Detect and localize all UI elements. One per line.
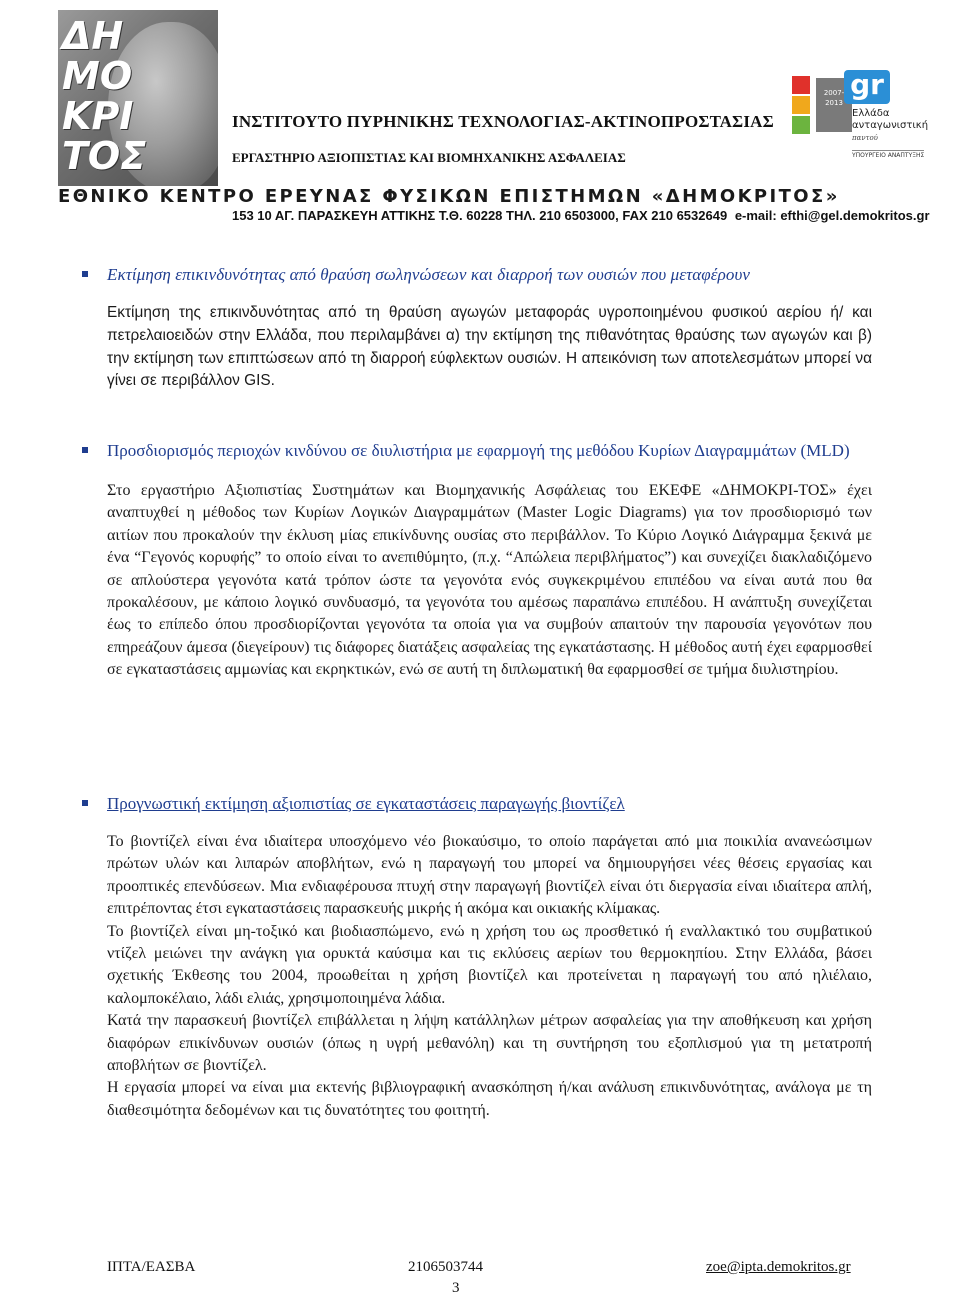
letterhead xyxy=(0,0,960,225)
section-heading xyxy=(82,264,872,286)
paragraph: Η εργασία μπορεί να είναι μια εκτενής βιβλιογραφική ανασκόπηση ή/και ανάλυση επικινδυνότητας, ανάλογα με τη διαθεσιμότητα δεδομένων και τις δυνατότητες του φοιτητή. xyxy=(107,1079,872,1119)
section-body: Στο εργαστήριο Αξιοπιστίας Συστημάτων και Βιομηχανικής Ασφάλειας του ΕΚΕΦΕ «ΔΗΜΟΚΡΙ-ΤΟΣ» έχει αναπτυχθεί η μέθοδος των Κυρίων Λογικών Διαγραμμάτων (Master Logic Diagrams) για τον προσδιορισμό των αιτίων που προκαλούν την έκλυση μίας επικίνδυνης ουσίας στο περιβάλλον. Το Κύριο Λογικό Διάγραμμα ξεκινά με ένα “Γεγονός κορυφής” το οποίο είναι το ανεπιθύμητο, (π.χ. “Απώλεια περιβλήματος”) και συνεχίζει διακλαδιζόμενο σε απλούστερα γεγονότα κατά τρόπον ώστε τα γεγονότα ενός συγκεκριμένου επιπέδου να είναι αυτά που θα προκαλέσουν, με κάποιο λογικό συνδυασμό, τα γεγονότα του αμέσως παραπάνω επιπέδου. Η ανάπτυξη συνεχίζεται έως το επίπεδο όπου προσδιορίζονται γεγονότα τα οποία για να συμβούν απαιτούν την παρουσία γεγονότων που επηρεάζουν άμεσα (διεγείρουν) τις διάφορες διατάξεις ασφαλείας της εγκατάστασης. Η μέθοδος αυτή έχει εφαρμοσθεί σε εγκαταστάσεις αμμωνίας και εκρηκτικών, ενώ σε αυτή τη διπλωματική θα εφαρμοσθεί σε τμήμα διυλιστηρίου. xyxy=(107,482,872,679)
section-heading xyxy=(82,793,872,815)
address-line xyxy=(232,208,930,223)
page-number: 3 xyxy=(452,1280,460,1296)
postal-address: 153 10 ΑΓ. ΠΑΡΑΣΚΕΥΗ ΑΤΤΙΚΗΣ Τ.Θ. 60228 ΤΗΛ. 210 6503000, FAX 210 6532649 xyxy=(232,208,728,223)
section-refinery-mld xyxy=(82,440,872,682)
program-badge: 2007-2013 xyxy=(816,78,852,132)
square-bullet-icon xyxy=(82,447,88,453)
section-body: Εκτίμηση της επικινδυνότητας από τη θραύση αγωγών μεταφοράς υγροποιημένου φυσικού αερίου ή/ και πετρελαιοειδών στην Ελλάδα, που περιλαμβάνει α) την εκτίμηση της πιθανότητας θραύσης των αγωγών και β) την εκτίμηση των επιπτώσεων από τη διαρροή εύφλεκτων ουσιών. Η απεικόνιση των αποτελεσμάτων μπορεί να γίνει σε περιβάλλον GIS. xyxy=(107,304,872,390)
footer-email-link[interactable]: zoe@ipta.demokritos.gr xyxy=(706,1259,851,1275)
section-biodiesel xyxy=(82,793,872,1122)
democritus-logo xyxy=(58,10,218,186)
paragraph: Το βιοντίζελ είναι μη-τοξικό και βιοδιασπώμενο, ενώ η χρήση του ως προσθετικό ή εναλλακτικό του συμβατικού ντίζελ μειώνει την ανάγκη για ορυκτά καύσιμα και τις εκλύσεις αερίων του θερμοκηπίου. Στην Ελλάδα, βάσει σχετικής Έκθεσης του 2004, προωθείται η χρήση βιοντίζελ και προτείνεται η παραγωγή του από ηλιέλαιο, καλομποκέλαιο, λάδι ελιάς, χρησιμοποιημένα λάδια. xyxy=(107,922,872,1007)
footer-department: ΙΠΤΑ/ΕΑΣΒΑ xyxy=(107,1259,196,1275)
paragraph: Το βιοντίζελ είναι ένα ιδιαίτερα υποσχόμενο νέο βιοκαύσιμο, το οποίο παράγεται από μια ποικιλία ανανεώσιμων πρώτων υλών και λιπαρών αποβλήτων, ενώ η παραγωγή του μπορεί να δημιουργήσει νέες θέσεις εργασίας και προοπτικές επενδύσεων. Μια ενδιαφέρουσα πτυχή στην παραγωγή βιοντίζελ είναι ότι διεργασία είναι ιδιαίτερα απλή, επιτρέποντας έτσι εγκαταστάσεις παρασκευής μικρής ή ακόμα και οικιακής κλίμακας. xyxy=(107,833,872,918)
footer-phone: 2106503744 xyxy=(408,1259,483,1275)
paragraph: Κατά την παρασκευή βιοντίζελ επιβάλλεται η λήψη κατάλληλων μέτρων ασφαλείας για την αποθήκευση και χρήση διαφόρων επικίνδυνων ουσιών (όπως η υγρή μεθανόλη) και τη συντήρηση του εξοπλισμού για τη μετατροπή αποβλήτων σε βιοντίζελ. xyxy=(107,1012,872,1075)
square-bullet-icon xyxy=(82,800,88,806)
section-heading-text: Εκτίμηση επικινδυνότητας από θραύση σωληνώσεων και διαρροή των ουσιών που μεταφέρουν xyxy=(107,265,751,284)
logo-text-competitive: ανταγωνιστική xyxy=(852,120,929,131)
greece-competitive-logo xyxy=(792,68,932,168)
center-name: ΕΘΝΙΚΟ ΚΕΝΤΡΟ ΕΡΕΥΝΑΣ ΦΥΣΙΚΩΝ ΕΠΙΣΤΗΜΩΝ «ΔΗΜΟΚΡΙΤΟΣ» xyxy=(58,186,840,206)
logo-lettering: ΔΗ ΜΟ ΚΡΙ ΤΟΣ xyxy=(62,14,147,178)
section-heading-text: Προσδιορισμός περιοχών κινδύνου σε διυλιστήρια με εφαρμογή της μεθόδου Κυρίων Διαγραμμάτων (MLD) xyxy=(107,441,850,460)
square-bullet-icon xyxy=(82,271,88,277)
section-heading-text: Προγνωστική εκτίμηση αξιοπιστίας σε εγκαταστάσεις παραγωγής βιοντίζελ xyxy=(107,794,625,813)
section-body xyxy=(107,831,872,1122)
section-heading xyxy=(82,440,872,462)
gr-mark: gr xyxy=(844,70,890,104)
page-footer xyxy=(0,1255,960,1295)
laboratory-title: ΕΡΓΑΣΤΗΡΙΟ ΑΞΙΟΠΙΣΤΙΑΣ ΚΑΙ ΒΙΟΜΗΧΑΝΙΚΗΣ ΑΣΦΑΛΕΙΑΣ xyxy=(232,150,626,165)
institute-title: ΙΝΣΤΙΤΟΥΤΟ ΠΥΡΗΝΙΚΗΣ ΤΕΧΝΟΛΟΓΙΑΣ-ΑΚΤΙΝΟΠΡΟΣΤΑΣΙΑΣ xyxy=(232,112,774,131)
logo-text-ministry: ΥΠΟΥΡΓΕΙΟ ΑΝΑΠΤΥΞΗΣ xyxy=(852,152,925,159)
header-email: e-mail: efthi@gel.demokritos.gr xyxy=(734,208,930,223)
logo-text-greece: Ελλάδα xyxy=(852,108,890,119)
logo-text-everywhere: παντού xyxy=(852,134,878,142)
section-pipeline-risk xyxy=(82,264,872,393)
